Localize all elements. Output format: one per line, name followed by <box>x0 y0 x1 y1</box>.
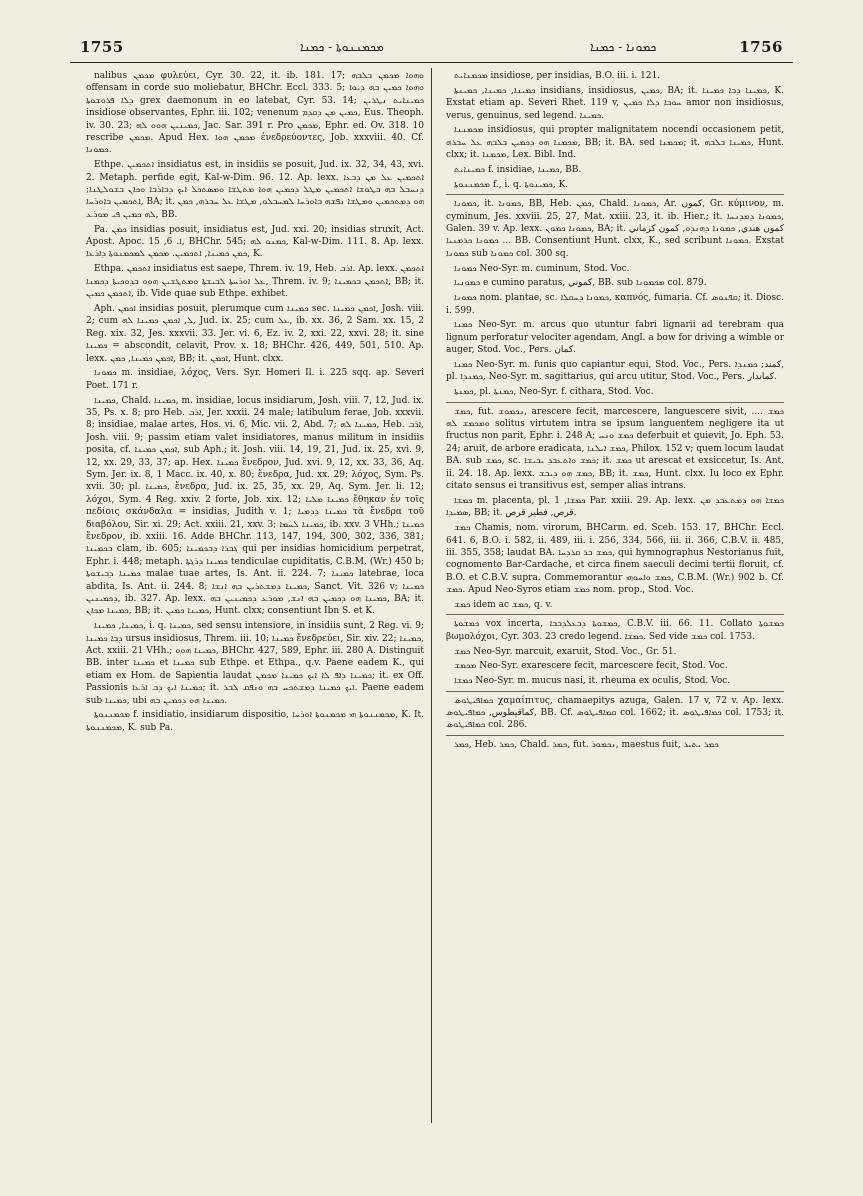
entry-paragraph: ܡܟܡܢܢܘܬܐ f., i. q. ܟܡܝܢܘܬܐ, K. <box>454 179 569 190</box>
entry-paragraph: ܟܡܢܬܐ, pl. ܟܡܢܬܐ, Neo-Syr. f. cithara, Stod. Voc. <box>454 387 654 398</box>
entry-paragraph: Ethpa. ܐܬܟܡܢ insidiatus est saepe, Threm. iv. 19, Heb. ܐܪܒ. Ap. lexx. ܐܬܟܡܢ ܥܠ ܐܘܪܚܬܐ ܠܒܝܫܬܐ ܘܡܬܛܫܝܢ ܗܘܘ ܒܕܘܟܝܬܐ ܕܟܡܢܐ, Threm. iv. 9; ܐܬܟܡܢ ܒܟܡܝܢܐ, BB; it. ܐܬܟܡܢ ܟܡܝܢ, ib. Vide quae sub Ethpe. exhibet. <box>86 264 424 300</box>
entry-paragraph: ܟܡܫܘܬܐ vox incerta, ܟܡܫܘܬܐ ܕܒܥܠܕܒܒܐ, C.B.V. iii. 66. 11. Collato ܟܡܫܘܬܐ βωμολόχοι, Cyr. 303. 23 credo legend. ܟܡܫܐ. Sed vide ܟܡܫ col. 1753. <box>446 619 784 642</box>
entry-paragraph: ܟܡܢܐ Neo-Syr. m. arcus quo utuntur fabri lignarii ad terebram qua lignum perforatur velociter agendam, Angl. a bow for driving a wimble or auger, Stod. Voc., Pers. كمان. <box>446 320 784 356</box>
right-column <box>446 70 784 1125</box>
entry-paragraph: ܟܡܫ idem ac ܟܡܫ, q. v. <box>454 599 553 610</box>
entry-paragraph: ܟܡܘܢܐ, it. ܟܡܘܢܐ, BB, Heb. ܟܡܢ, Chald. ܟܡܘܢܐ, Ar. كمون, Gr. κύμινον, m. cyminum, Jes. xxviii. 25, 27, Mat. xxiii. 23, it. ib. Hier.; it. ܟܡܘܢܐ ܕܡܕܢܚܐ, Galen. 39 v. Ap. lexx. ܟܡܘܢܐ ܟܡܘܢ, BA; it. كمون هندي, ܟܡܘܢܐ ܕܗܢܕܘ, كمون كرماني ܟܡܘܢܐ ܟܪܡܢܝܐ ... BB. Consentiunt Hunt. clxx, K., sed scribunt ܟܡܘܢܐ. Exstat ܟܡܘܢܐ sub ܟܡܘܢܐ col. 300 sq. <box>446 199 784 259</box>
right-page-number: 1756 <box>739 38 783 56</box>
entry-paragraph: nalibus ܡܟܡܢ φυλεύει, Cyr. 30. 22, it. ib. 181. 17; ܘܗܘܐ ܡܟܡܢ ܒܠܒܗ offensam in corde suo moliebatur, BHChr. Eccl. 333. 5; ܘܗܘܐ ܟܡܝܢ ܒܗ ܕܝܘܐ ܕܠܐ ܦܪܘܫܘܬܐ grex daemonum in eo latebat, Cyr. 53. 14; ܟܡܝܢܐܝܬ ܢܛܪܝܢ insidiose observantes, Ephr. iii. 102; venenum ܟܡܝܢ ܡܢ ܕܩܕܡ, Eus. Theoph. iv. 30. 23; ܟܡܝܢܝܢ ܗܘܘ ܠܗ, Jac. Sar. 391 r. Pro ܡܟܡܢ, Ephr. ed. Ov. 318. 10 rescribe ܡܟܡܢ. Apud Hex. ܡܟܡܢ ܗܘܐ ἐνεδρεύοντες, Job. xxxviii. 40. Cf. ܟܡܘܢܐ. <box>86 71 424 156</box>
entry-paragraph: ܟܡܪ, Heb. ܟܡܪ, Chald. ܟܡܪ, fut. ܢܟܡܘܪ, maestus fuit, ܟܡܪ ܝܬܝܪ <box>454 739 719 750</box>
entry-paragraph: ܟܡܢܐ Neo-Syr. m. funis quo capiantur equi, Stod. Voc., Pers. كمند; ܟܡܢܕܐ, pl. ܟܡܢܕܐ, Neo-Syr. m. sagittarius, qui arcu utitur, Stod. Voc., Pers. كماندار. <box>446 360 784 383</box>
entry-paragraph: ܟܡܝܢܐ, ܟܡܝܢܐ, i. q. ܟܡܝܢܐ, sed sensu intensiore, in insidiis sunt, 2 Reg. vi. 9; ܕܒܐ ܟܡܝܢܐ ursus insidiosus, Threm. iii. 10; ܟܡܝܢܐ ἔνεδρεύει, Sir. xiv. 22; ܟܡܝܢܐ, Act. xxiii. 21 VHh.; ܟܡܝܢܐ ܗܘܘ, BHChr. 427, 589, Ephr. iii. 280 A. Distinguit BB. inter ܟܡܝܢܐ et ܟܡܝܢܐ sub Ethpe. et Ethpa., q.v. Paene eadem K., qui etiam ex Hom. de Sapientia laudat ܟܡܝܢܐ ܕܐܦ ܠܐ ܐܝܟ ܟܡܝܢܐ ܡܟܡܢ; it. ex Off. Passionis ܟܡܝܢܐ ܐܝܟ ܕܒ ܐܪܥܐ; it. ܐܝܟ ܟܡܝܢܐ ܕܡܫܬܟܚ ܒܗ ܘܢܦܩ ܠܒܪ. Paene eadem sub ܟܡܝܢܐ, ubi ܟܡܝܢܐ ܗܘ ܕܟܡܝܢ ܒܗ. <box>86 621 424 706</box>
entry-separator <box>446 402 784 403</box>
entry-paragraph: ܟܡܝܢܐ, Chald. ܟܡܝܢܐ, m. insidiae, locus insidiarum, Josh. viii. 7, 12, Jud. ix. 35, Ps. x. 8; pro Heb. ܐܪܒ, Jer. xxxii. 24 male; latibulum ferae, Job. xxxvii. 8; insidiae, malae artes, Hos. vi. 6, Mic. vii. 2, Abd. 7; ܟܡܝܢܐ ܠܗ, Heb. ܐܪܒ, Josh. viii. 9; passim etiam valet insidiatores, manus militum in insidiis posita, cf. ܐܟܡܢ ܟܡܝܢܐ, sub Aph.; it. Josh. viii. 14, 19, 21, Jud. ix. 25, xvi. 9, 12, xx. 29, 33, 37; ap. Hex. ܟܡܝܢܐ ἔνεδρον, Jud. xvi. 9, 12, xx. 33, 36, Aq. Sym. Jer. ix. 8, 1 Macc. ix. 40, x. 80; ἔνεδρα, Jud. xx. 29; λόχος, Sym. Ps. xvii. 30; pl. ܟܡܝܢܐ, ἔνεδρα, Jud. ix. 25, 35, xx. 29, Aq. Sym. Jer. li. 12; λόχοι, Sym. 4 Reg. xxiv. 2 forte, Job. xix. 12; ܟܡܝܢܐ ܡܠܝܐ ἔθηκαν ἐν τοῖς πεδίοις σκάνδαλα = insidias, Judith v. 1; ܟܡܝܢܐ ܕܕܡܝܐ τὰ ἔνεδρα τοῦ διαβόλου, Sir. xi. 29; Act. xxiii. 21, xxv. 3; ܟܡܝܢܐ ܠܚܡܐ, ib. xxv. 3 VHh.; ܟܡܝܢܐ ἔνεδρον, ib. xxiii. 16. Adde BHChr. 113, 147, 194, 300, 302, 336, 381; ܒܟܡܝܢܐ clam, ib. 605; ܓܒܪܐ ܕܒܟܡܝܢܐ qui per insidias homicidium perpetrat, Ephr. i. 448; metaph. ܟܡܝܢܐ ܕܪܓܬܐ tendiculae cupiditatis, C.B.M. (Wr.) 450 b; ܟܡܝܢܐ ܕܒܝܫܘܬܐ malae tuae artes, Is. Ant. ii. 224. 7; ܟܡܝܢܐ latebrae, loca abdita, Is. Ant. ii. 244. 8; ܟܡܝܢܐ ܕܡܫܬܪܝܢ ܒܗ ܐܢܫܐ, Sanct. Vit. 326 v; ܟܡܝܢܐ ܕܟܡܝܢܝܢ, ib. 327. Ap. lexx. ܟܡܝܢܐ ܗܘ ܕܟܡܝܢ ܒܗ ܐܢܫ, ܡܘܪܥ ܕܟܡܝܢܝܢ ܒܗ, BA; it. ܟܡܝܢܐ ܡܟܐܢ, BB; it. ܟܡܝܢܐ ܟܡܝܢ, Hunt. clxx; consentiunt Ibn S. et K. <box>86 395 424 617</box>
entry-paragraph: ܟܡܫܐ Neo-Syr. m. mucus nasi, it. rheuma ex oculis, Stod. Voc. <box>454 676 731 687</box>
entry-separator <box>446 735 784 736</box>
left-page-number: 1755 <box>80 38 124 56</box>
entry-paragraph: ܟܡܘܢܐ nom. plantae, sc. ܟܡܘܢܐ ܕܚܩܠܐ, καπνός, fumaria. Cf. ܩܦܢܘܣ; it. Diosc. i. 599. <box>446 293 784 316</box>
entry-paragraph: ܡܟܡܫ Neo-Syr. exarescere fecit, marcescere fecit, Stod. Voc. <box>454 661 728 672</box>
entry-paragraph: ܟܡܫܐ m. placenta, pl. ܟܡܫܐ, 1 Par. xxiii. 29. Ap. lexx. ܟܡܫܐ ܗܘ ܕܡܬܥܒܕ ܡܢ ܣܡܝܕܐ, BB; it. قرص, فطير قرص. <box>446 495 784 519</box>
entry-paragraph: ܡܟܡܢܢܐ insidiosus, qui propter malignitatem nocendi occasionem petit, ܡܟܡܢܐ ܗܘ ܕܟܡܝܢ ܒܠܒܗ ܥܠ ܚܒܪܗ, BB; it. BA. sed ܡܟܡܢܐ; it. ܟܡܝܢܐ ܒܠܒܗ, Hunt. clxx; it. ܡܟܡܢܐ, Lex. Bibl. Ind. <box>446 125 784 161</box>
entry-paragraph: ܟܡܘܢܐ Neo-Syr. m. cuminum, Stod. Voc. <box>454 263 630 274</box>
entry-paragraph: ܟܡܝܢܐ, ܟܡܝܢܐ, ܟܡܝܢܬܐ insidians, insidiosus, ܟܡܝܢ, BA; it. ܟܡܝܢܐ ܕܒܐ ܟܡܝܢܐ, K. Exstat etiam ap. Severi Rhet. 119 v, ܚܘܒܐ ܕܠܐ ܟܡܝܢ amor non insidiosus, verus, genuinus, sed legend. ܟܡܝܢܐ. <box>446 85 784 121</box>
entry-paragraph: ܡܟܡܢܢܘܬܐ f. insidiatio, insidiarum dispositio, ܡܟܡܢܢܘܬܐ ܗܝ ܡܟܡܢܘܬܐ ܐܘܪܚܐ, K. It. ܡܟܡܢܢܘܬܐ, K. sub Pa. <box>86 710 424 733</box>
entry-paragraph: Aph. ܐܟܡܢ insidias posuit, plerumque cum ܟܡܝܢܐ sec. ܐܟܡܢ ܟܡܝܢܐ, Josh. viii. 2; cum ܠ, ܐܟܡܢ ܟܡܝܢܐ ܠܗ, Jud. ix. 25; cum ܥܠ, ib. xx. 36, 2 Sam. xx. 15, 2 Reg. xix. 32, Jes. xxxvii. 33. Jer. vi. 6, Ez. iv. 2, xxi. 22, xxvi. 28; it. sine ܟܡܝܢܐ = abscondit, celavit, Prov. x. 18; BHChr. 426, 449, 501, 510. Ap. lexx. ܐܟܡܢ ܟܡܝܢܐ, ܟܡܢ, BB; it. ܐܟܡܢ, Hunt. clxx. <box>86 303 424 364</box>
entry-separator <box>446 691 784 692</box>
entry-paragraph: Pa. ܟܡܢ insidias posuit, insidiatus est, Jud. xxi. 20; insidias struxit, Act. Apost. Apoc. ܐ. 6, 15, BHChr. 545; ܟܡܢܘ ܠܗ, Kal-w-Dim. 111. 8. Ap. lexx. ܟܡܢ ܟܡܝܢܐ, ܐܬܟܡܝܢ. ܡܟܡܢ ܠܡܟܡܢܘܬܐ ܕܐܪܥܐ, K. <box>86 224 424 260</box>
entry-paragraph: ܟܡܫ Neo-Syr. marcuit, exaruit, Stod. Voc., Gr. 51. <box>454 646 677 657</box>
entry-paragraph: ܡܟܡܢܐܝܬ insidiose, per insidias, B.O. iii. i. 121. <box>454 71 661 81</box>
entry-separator <box>446 614 784 615</box>
entry-paragraph: ܟܡܫ, fut. ܢܟܡܘܫ, arescere fecit, marcescere, languescere sivit, .... ܟܡܫ ܘܡܟܡܫ ܠܗ solitus virtutem intra se ipsum languentem negligere ita ut fructus non parit, Ephr. i. 248 A; ܟܡܫ ܘܢܚ deferbuit et quievit, Jo. Eph. 53. 24; aruit, de arbore eradicata, ܟܡܫ ܐܝܠܢܐ, Philox. 152 v; quem locum laudat BA. sub ܟܡܫ, sc. ܟܡܫ ܘܐܬܥܒܕ ܝܒܝܫܐ; it. ܟܡܫ ut arescat et exsiccetur, Is. Ant. ii. 24. 18. Ap. lexx. ܟܡܫ ܗܘ ܕܝܒܫ, BB; it. ܟܡܫ, Hunt. clxx. Iu loco ex Ephr. citato sensus ei transitivus est, semper alias intrans. <box>446 406 784 492</box>
entry-separator <box>446 194 784 195</box>
left-running-head: ܡܟܡܢܢܘܬܐ - ܟܡܢܐ <box>300 40 384 54</box>
column-divider <box>431 68 432 1123</box>
entry-paragraph: ܟܡܐܦܝܛܘܣ χαμαίπιτυς, chamaepitys azuga, Galen. 17 v, 72 v. Ap. lexx. كماقيطوس, ܟܡܐܦܝܛܘܣ, BB. Cf. ܩܡܐܦܝܛܘܣ col. 1662; it. ܟܡܐܦܝܛܘܣ col. 1753; it. ܟܡܐܦܝܛܘܣ col. 286. <box>446 695 784 731</box>
entry-paragraph: ܟܡܘܢܐ m. insidiae, λόχος, Vers. Syr. Homeri Il. i. 225 sqq. ap. Severi Poet. 171 r. <box>86 368 424 391</box>
page-header <box>70 32 793 63</box>
entry-paragraph: ܟܡܘܢܝܐ e cumino paratus, كموني, BB. sub ܡܟܡܘܢܐ col. 879. <box>454 278 707 289</box>
entry-paragraph: ܟܡܝܢܐܝܬ f. insidiae, ܟܡܝܢܐ, BB. <box>454 165 582 176</box>
entry-paragraph: ܟܡܫ Chamis, nom. virorum, BHCarm. ed. Sceb. 153. 17, BHChr. Eccl. 641. 6, B.O. i. 582, ii. 489, iii. i. 256, 334, 566, iii. ii. 366, C.B.V. ii. 485, iii. 355, 358; laudat BA. ܟܡܫ ܒܪ ܩܪܕܚܐ, qui hymnographus Nestorianus fuit, cognomento Bar-Cardache, et circa finem saeculi decimi tertii floruit, cf. B.O. et C.B.V. supra. Commemorantur ܟܡܫ ܘܐܚܘܗܝ, C.B.M. (Wr.) 902 b. Cf. ܟܡܫ. Apud Neo-Syros etiam ܟܡܫ nom. prop., Stod. Voc. <box>446 523 784 596</box>
right-running-head: ܟܡܘܢܐ - ܟܡܢܐ <box>590 40 657 54</box>
left-column <box>86 70 424 1125</box>
entry-paragraph: Ethpe. ܐܬܟܡܝܢ insidiatus est, in insidiis se posuit, Jud. ix. 32, 34, 43, xvi. 2. Metaph. perfide egit, Kal-w-Dim. 96. 12. Ap. lexx. ܐܬܟܡܝܢ ܥܠ ܡܢ ܕܒܥܐ ܕܢܚܒܠ ܒܗ ܒܛܘܫܐ ܐܬܟܡܝܢ ܡܛܠ ܕܟܡܝܢ ܗܘܐ ܡܬܛܫܐ ܘܡܣܬܟܠ ܐܝܟ ܕܒܐܪܒܐ ܘܟܐܢ ܒܫܘܠܛܢܐ; ܐܬܟܡܝܢ ܒܐܘܪܚܐ, BA; it. ܗܘ ܕܡܬܟܡܝܢ ܘܡܛܫܐ ܢܦܫܗ ܒܐܘܪܚܐ ܠܡܚܒܠܘ, ܡܛܫܐ ܥܠ ܚܒܪܗ, ܟܡܢ ܠܗ ܟܡܝܢ ܦܝ ܡܘܪܥ, BB. <box>86 160 424 220</box>
